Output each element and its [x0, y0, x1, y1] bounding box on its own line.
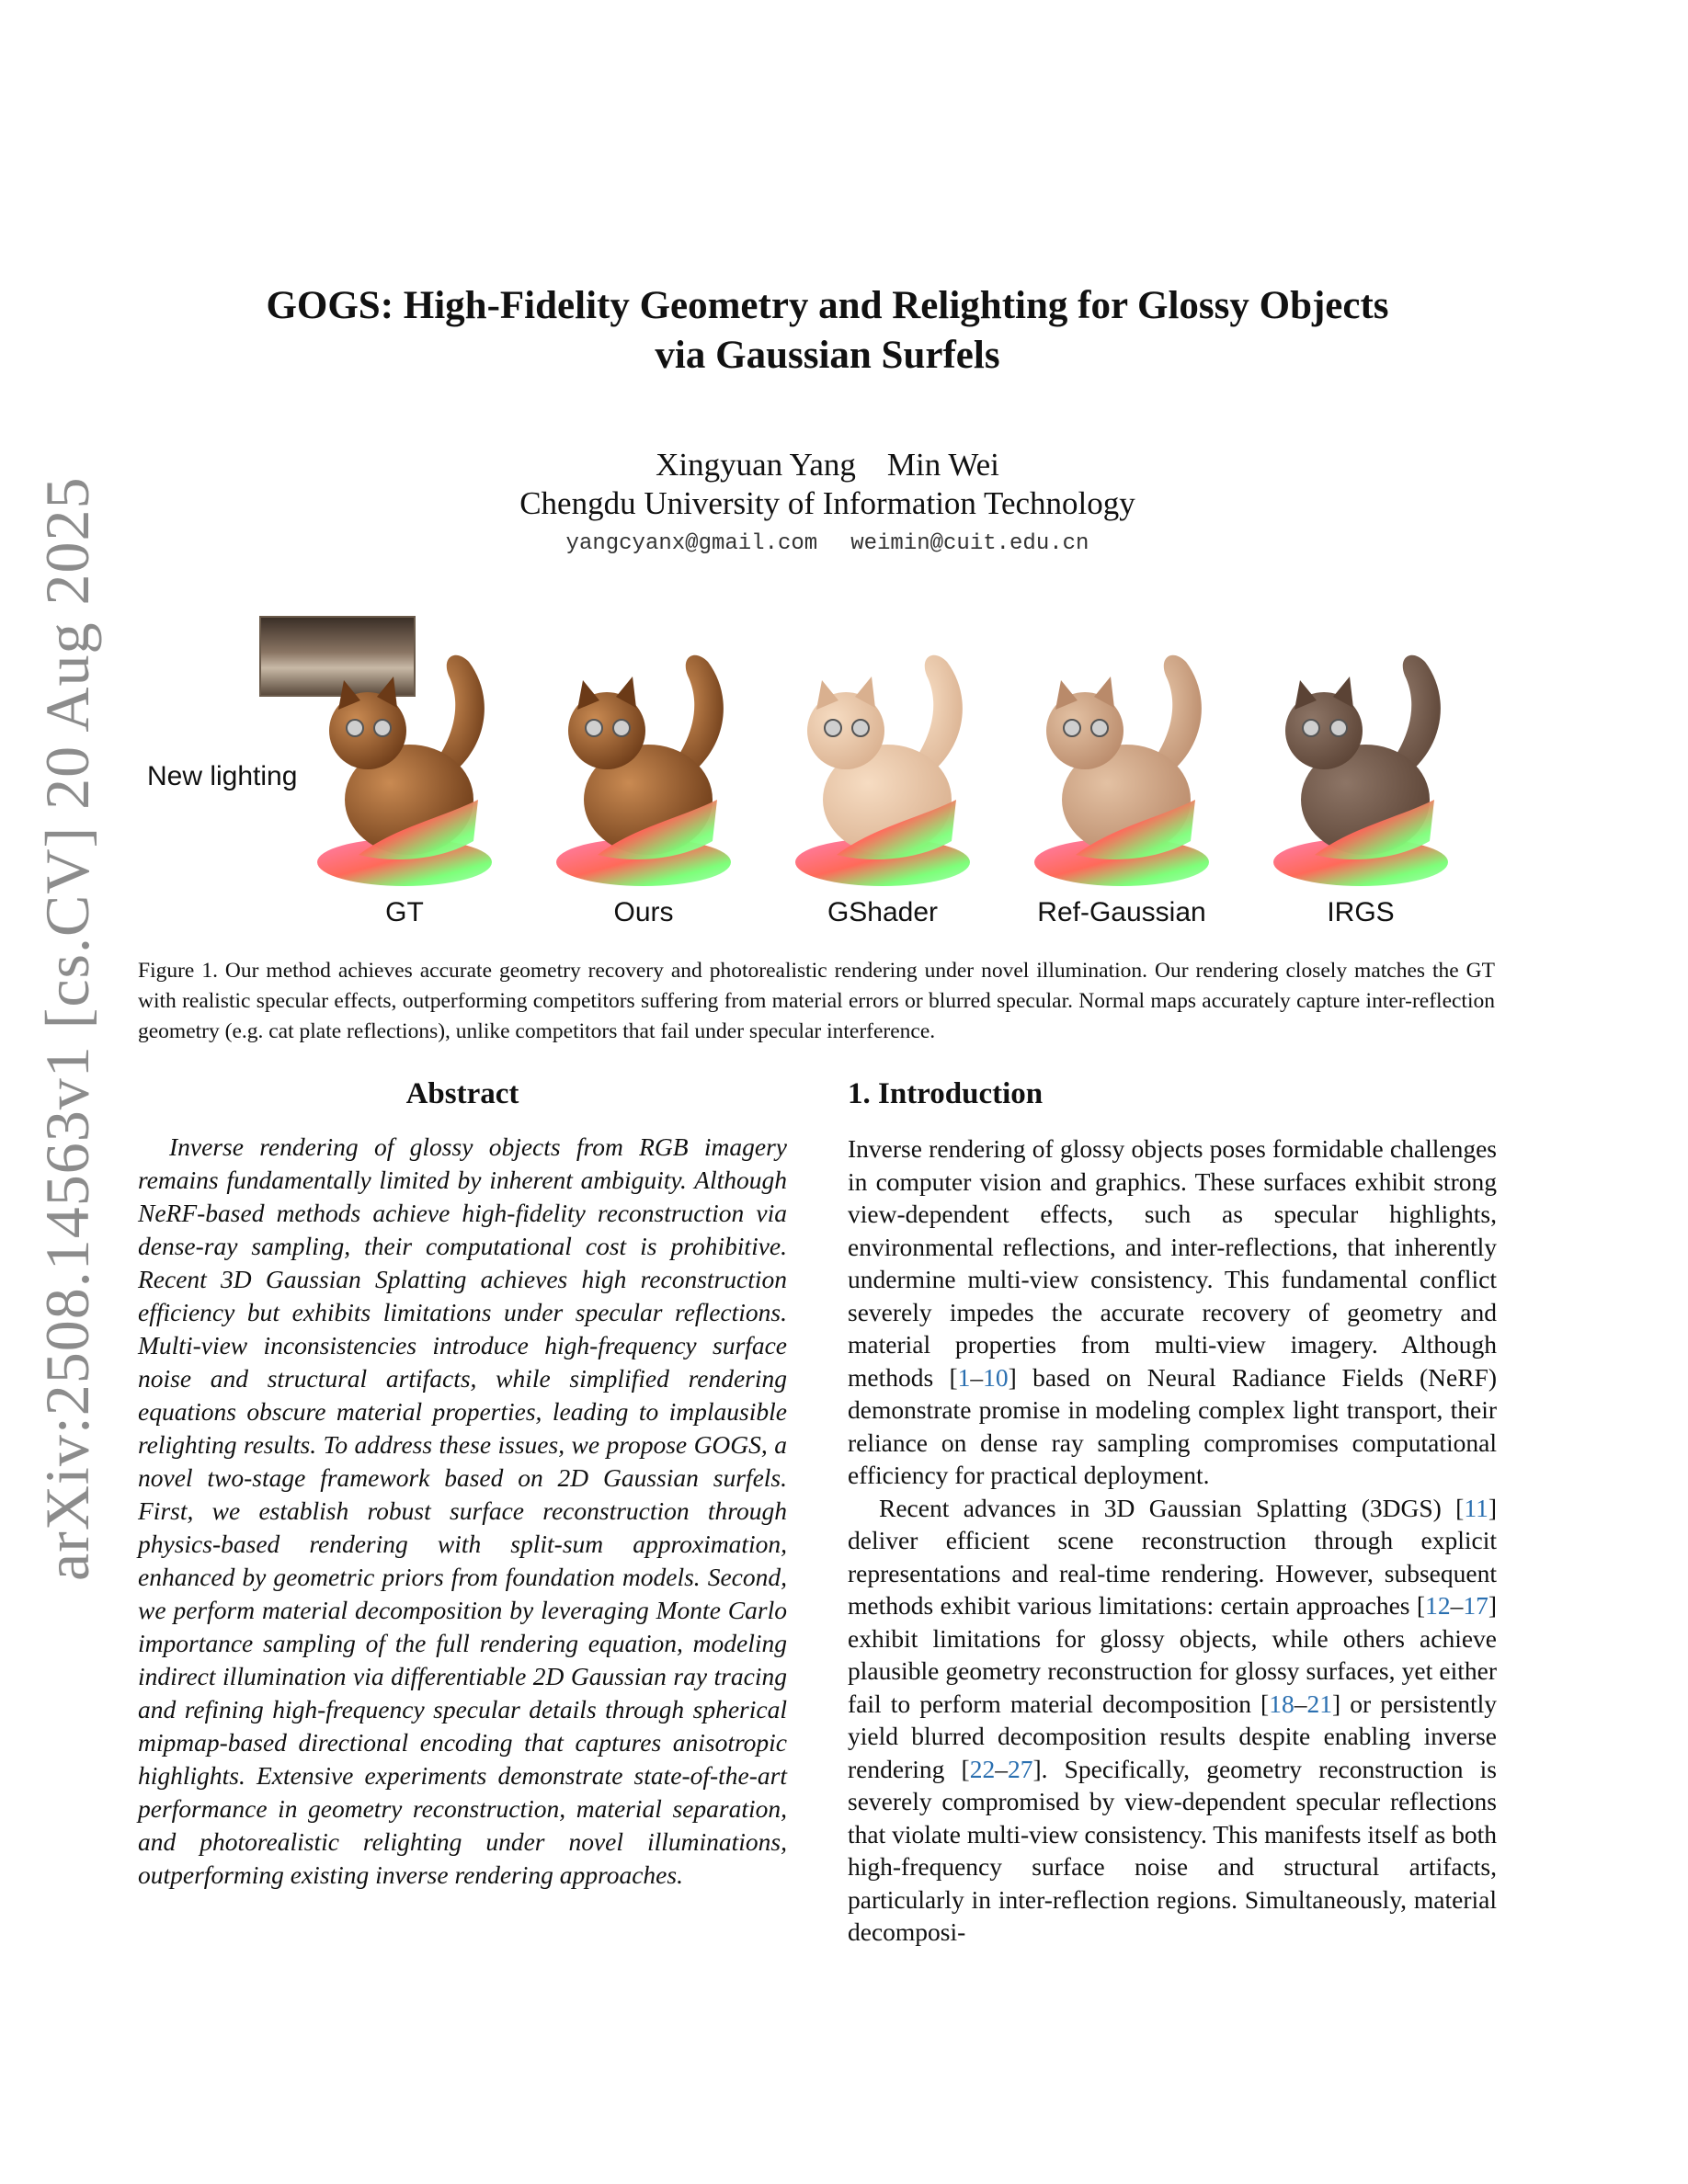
citation-link[interactable]: 1 [957, 1362, 971, 1392]
cat-render-graphic [303, 643, 506, 892]
cat-eye [852, 720, 869, 736]
citation-link[interactable]: 17 [1463, 1591, 1488, 1620]
citation-link[interactable]: 11 [1464, 1493, 1488, 1522]
cat-rendering [1260, 643, 1462, 892]
method-label: GShader [827, 897, 939, 927]
text-run: – [995, 1754, 1008, 1783]
cat-eye [347, 720, 363, 736]
introduction-heading: 1. Introduction [848, 1077, 1044, 1110]
citation-link[interactable]: 22 [969, 1754, 996, 1783]
paper-title [184, 281, 1471, 381]
row-label: New lighting [147, 761, 298, 791]
cat-render-graphic [781, 643, 984, 892]
teaser-figure [138, 607, 1517, 938]
author-name: Min Wei [886, 447, 999, 483]
cat-rendering [303, 643, 506, 892]
citation-link[interactable]: 27 [1007, 1754, 1033, 1783]
cat-rendering [1021, 643, 1223, 892]
method-label: IRGS [1327, 897, 1395, 927]
cat-eye [1091, 720, 1108, 736]
cat-render-graphic [1021, 643, 1223, 892]
figure-caption: Figure 1. Our method achieves accurate geometry recovery and photorealistic rendering under novel illumination. Our rendering closely matches the GT with realistic specular effects, outperforming competitors suffering from material errors or blurred specular. Normal maps accurately capture inter-reflection geometry (e.g. cat plate reflections), unlike competitors that fail under specular interference. [138, 959, 1495, 1043]
abstract-body: Inverse rendering of glossy objects from RGB imagery remains fundamentally limited by inherent ambiguity. Although NeRF-based methods achieve high-fidelity reconstruction via dense-ray sampling, their computational cost is prohibitive. Recent 3D Gaussian Splatting achieves high reconstruction efficiency but exhibits limitations under specular reflections. Multi-view inconsistencies introduce high-frequency surface noise and structural artifacts, while simplified rendering equations obscure material properties, leading to implausible relighting results. To address these issues, we propose GOGS, a novel two-stage framework based on 2D Gaussian surfels. First, we establish robust surface reconstruction through physics-based rendering with split-sum approximation, enhanced by geometric priors from foundation models. Second, we perform material decomposition by leveraging Monte Carlo importance sampling of the full rendering equation, modeling indirect illumination via differentiable 2D Gaussian ray tracing and refining high-frequency specular details through spherical mipmap-based directional encoding that captures anisotropic highlights. Extensive experiments demonstrate state-of-the-art performance in geometry reconstruction, material separation, and photorealistic relighting under novel illuminations, outperforming existing inverse rendering approaches. [138, 1132, 787, 1889]
text-run: ]. Specifically, geometry reconstruction is severely compromised by view-dependent specular reflections that violate multi-view consistency. This manifests itself as both high-frequency surface noise and structural artifacts, particularly in inter-reflection regions. Simultaneously, material decomposi- [848, 1754, 1497, 1946]
text-run: – [1450, 1591, 1464, 1620]
text-run: – [970, 1362, 984, 1392]
text-run: ] based on Neural Radiance Fields (NeRF) demonstrate promise in modeling complex light transport, their reliance on dense ray sampling compromises computational efficiency for practical deployment. [848, 1362, 1497, 1489]
cat-rendering [781, 643, 984, 892]
text-run: Inverse rendering of glossy objects poses formidable challenges in computer vision and graphics. These surfaces exhibit strong view-dependent effects, such as specular highlights, environmental reflections, and inter-reflections, that inherently undermine multi-view consistency. This fundamental conflict severely impedes the accurate recovery of geometry and material properties from multi-view imagery. Although methods [ [848, 1134, 1497, 1392]
text-run: Recent advances in 3D Gaussian Splatting (3DGS) [ [879, 1493, 1465, 1522]
text-run: – [1294, 1689, 1307, 1718]
citation-link[interactable]: 18 [1269, 1689, 1295, 1718]
cat-eye [586, 720, 602, 736]
text-run: ] exhibit limitations for glossy objects, while others achieve plausible geometry reconstruction for glossy surfaces, yet either fail to perform material decomposition [ [848, 1591, 1497, 1718]
authors [276, 445, 1379, 485]
cat-eye [1064, 720, 1080, 736]
cat-rendering [542, 643, 745, 892]
email-address: weimin@cuit.edu.cn [850, 531, 1089, 556]
abstract-column [138, 1075, 787, 1892]
title-line-2: via Gaussian Surfels [655, 334, 1000, 377]
text-run: ] deliver efficient scene reconstruction through explicit representations and real-time rendering. However, subsequent methods exhibit various limitations: certain approaches [ [848, 1493, 1497, 1620]
citation-link[interactable]: 21 [1306, 1689, 1332, 1718]
intro-paragraph-2 [848, 1492, 1497, 1949]
title-line-1: GOGS: High-Fidelity Geometry and Relighting for Glossy Objects [266, 284, 1389, 327]
method-label: GT [385, 897, 424, 927]
method-label: Ref-Gaussian [1037, 897, 1206, 927]
author-name: Xingyuan Yang [656, 447, 856, 483]
citation-link[interactable]: 12 [1425, 1591, 1451, 1620]
cat-eye [825, 720, 841, 736]
cat-render-graphic [542, 643, 745, 892]
cat-render-graphic [1260, 643, 1462, 892]
cat-eye [374, 720, 391, 736]
arxiv-identifier: arXiv:2508.14563v1 [cs.CV] 20 Aug 2025 [32, 476, 102, 1581]
text-run: ] or persistently yield blurred decomposition results despite enabling inverse rendering [ [848, 1689, 1497, 1783]
method-label: Ours [613, 897, 674, 927]
email-address: yangcyanx@gmail.com [565, 531, 818, 556]
citation-link[interactable]: 10 [983, 1362, 1009, 1392]
emails [276, 531, 1379, 556]
cat-eye [1330, 720, 1347, 736]
cat-eye [1303, 720, 1319, 736]
cat-eye [613, 720, 630, 736]
introduction-column [848, 1075, 1497, 1949]
abstract-heading: Abstract [405, 1077, 519, 1110]
intro-paragraph-1 [848, 1132, 1497, 1492]
affiliation: Chengdu University of Information Technology [519, 485, 1135, 521]
